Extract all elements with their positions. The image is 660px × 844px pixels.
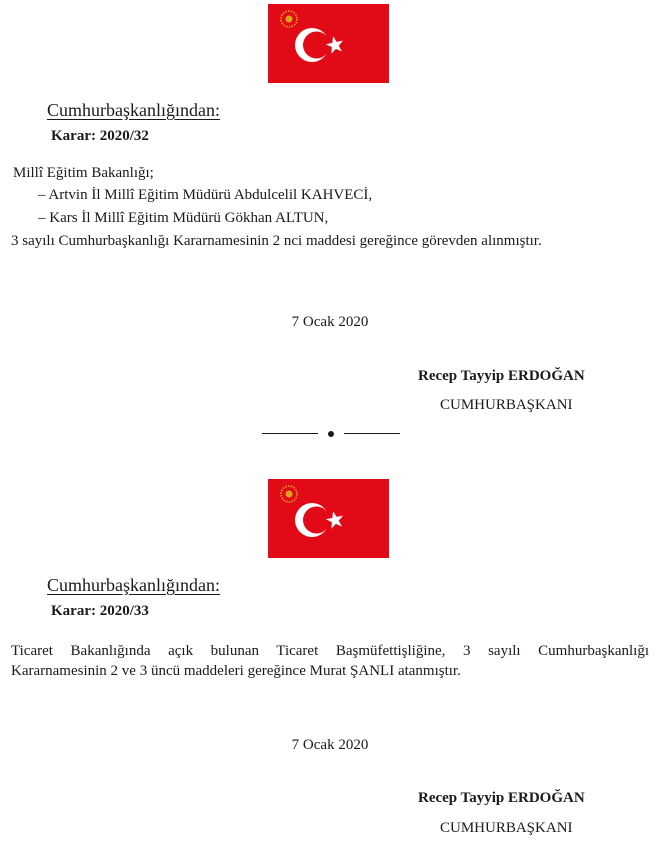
decision-heading: Cumhurbaşkanlığından: — [47, 100, 220, 120]
section-separator — [262, 431, 400, 437]
decision-basis-line: 3 sayılı Cumhurbaşkanlığı Kararnamesinin 2 nci maddesi gereğince görevden alınmıştır. — [11, 233, 542, 249]
turkish-flag-icon — [268, 4, 389, 83]
signer-name: Recep Tayyip ERDOĞAN — [418, 790, 585, 806]
appointment-paragraph-line-1: Ticaret Bakanlığında açık bulunan Ticaret Başmüfettişliğine, 3 sayılı Cumhurbaşkanlığı — [11, 643, 649, 659]
presidential-flag-1 — [268, 4, 389, 83]
signer-name: Recep Tayyip ERDOĞAN — [418, 368, 585, 384]
signer-title: CUMHURBAŞKANI — [440, 820, 573, 836]
decision-number: Karar: 2020/32 — [51, 128, 149, 144]
decision-heading: Cumhurbaşkanlığından: — [47, 575, 220, 595]
decision-number: Karar: 2020/33 — [51, 603, 149, 619]
dismissal-item-1: – Artvin İl Millî Eğitim Müdürü Abdulcelil KAHVECİ, — [38, 187, 373, 203]
turkish-flag-icon — [268, 479, 389, 558]
decision-date: 7 Ocak 2020 — [291, 314, 369, 330]
presidential-flag-2 — [268, 479, 389, 558]
signer-title: CUMHURBAŞKANI — [440, 397, 573, 413]
decision-date: 7 Ocak 2020 — [291, 737, 369, 753]
dismissal-item-2: – Kars İl Millî Eğitim Müdürü Gökhan ALTUN, — [38, 210, 329, 226]
appointment-paragraph-line-2: Kararnamesinin 2 ve 3 üncü maddeleri gereğince Murat ŞANLI atanmıştır. — [11, 663, 461, 679]
ministry-line: Millî Eğitim Bakanlığı; — [13, 165, 154, 181]
